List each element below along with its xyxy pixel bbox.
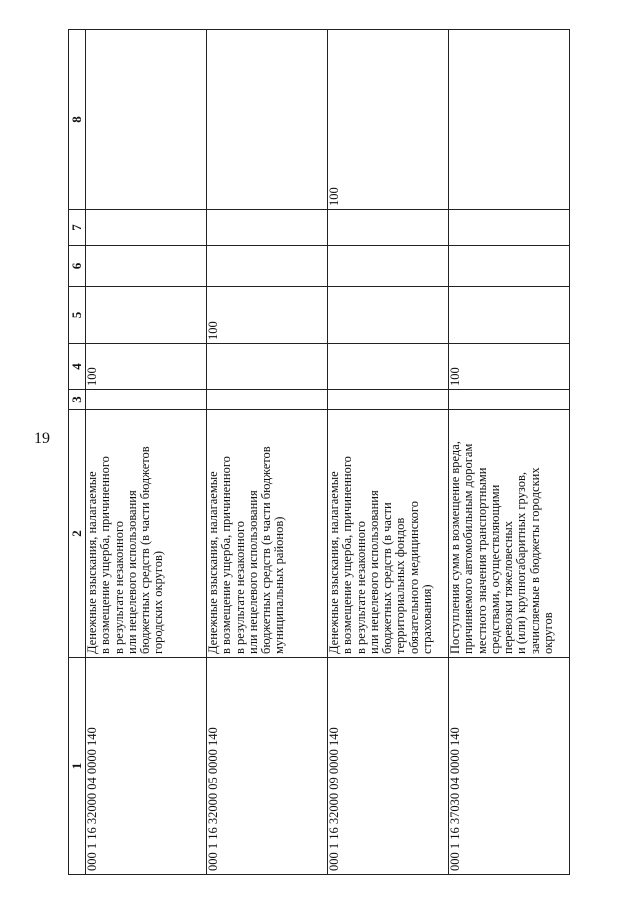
cell-col-6: [328, 246, 449, 287]
cell-col-8: [449, 30, 570, 210]
row-code: 000 1 16 32000 04 0000 140: [86, 658, 207, 875]
description-line: округов: [541, 612, 556, 654]
header-col-8: 8: [69, 30, 86, 210]
description-line: бюджетных средств (в части: [380, 502, 395, 654]
description-line: бюджетных средств (в части бюджетов: [259, 446, 274, 654]
cell-col-6: [207, 246, 328, 287]
budget-table: [68, 29, 570, 875]
row-description: [207, 410, 328, 658]
description-line: в возмещение ущерба, причиненного: [219, 456, 234, 654]
cell-col-5: 100: [207, 287, 328, 344]
description-line: в возмещение ущерба, причиненного: [98, 456, 113, 654]
table-row: [449, 30, 570, 875]
cell-col-6: [86, 246, 207, 287]
cell-col-3: [449, 390, 570, 410]
header-col-2: 2: [69, 410, 86, 658]
cell-col-8: [86, 30, 207, 210]
description-line: или нецелевого использования: [366, 490, 381, 654]
table-row: [328, 30, 449, 875]
header-col-3: 3: [69, 390, 86, 410]
cell-col-5: [449, 287, 570, 344]
cell-col-4: 100: [86, 344, 207, 390]
rotated-table-container: [68, 30, 574, 875]
description-line: муниципальных районов): [272, 516, 287, 654]
header-col-5: 5: [69, 287, 86, 344]
description-line: или нецелевого использования: [245, 490, 260, 654]
cell-col-4: [207, 344, 328, 390]
table-row: [86, 30, 207, 875]
cell-col-4: 100: [449, 344, 570, 390]
cell-col-7: [207, 210, 328, 246]
table-row: [207, 30, 328, 875]
description-line: зачисляемые в бюджеты городских: [527, 467, 542, 654]
header-col-1: 1: [69, 658, 86, 875]
description-line: перевозки тяжеловесных: [501, 520, 516, 654]
page-number: 19: [34, 430, 50, 447]
row-code: 000 1 16 37030 04 0000 140: [449, 658, 570, 875]
description-line: в результате незаконного: [232, 520, 247, 654]
cell-col-7: [86, 210, 207, 246]
cell-col-3: [207, 390, 328, 410]
description-line: территориальных фондов: [393, 517, 408, 654]
row-code: 000 1 16 32000 05 0000 140: [207, 658, 328, 875]
row-code: 000 1 16 32000 09 0000 140: [328, 658, 449, 875]
description-line: в результате незаконного: [111, 520, 126, 654]
header-col-4: 4: [69, 344, 86, 390]
description-line: Денежные взыскания, налагаемые: [206, 471, 220, 654]
description-line: причиняемого автомобильным дорогам: [461, 443, 476, 654]
description-line: городских округов): [151, 550, 166, 654]
cell-col-3: [86, 390, 207, 410]
cell-col-5: [328, 287, 449, 344]
description-line: местного значения транспортными: [474, 467, 489, 654]
cell-col-7: [328, 210, 449, 246]
cell-col-3: [328, 390, 449, 410]
description-line: бюджетных средств (в части бюджетов: [138, 446, 153, 654]
description-line: страхования): [420, 584, 435, 654]
cell-col-5: [86, 287, 207, 344]
table-header-row: [69, 30, 86, 875]
cell-col-4: [328, 344, 449, 390]
description-line: обязательного медицинского: [406, 500, 421, 654]
description-line: и (или) крупногабаритных грузов,: [514, 472, 529, 654]
row-description: [86, 410, 207, 658]
description-line: средствами, осуществляющими: [487, 484, 502, 654]
description-line: Денежные взыскания, налагаемые: [327, 471, 341, 654]
cell-col-8: 100: [328, 30, 449, 210]
row-description: [449, 410, 570, 658]
header-col-7: 7: [69, 210, 86, 246]
row-description: [328, 410, 449, 658]
description-line: Поступления сумм в возмещение вреда,: [448, 441, 462, 654]
description-line: или нецелевого использования: [124, 490, 139, 654]
header-col-6: 6: [69, 246, 86, 287]
description-line: в возмещение ущерба, причиненного: [340, 456, 355, 654]
description-line: в результате незаконного: [353, 520, 368, 654]
cell-col-6: [449, 246, 570, 287]
cell-col-7: [449, 210, 570, 246]
cell-col-8: [207, 30, 328, 210]
description-line: Денежные взыскания, налагаемые: [85, 471, 99, 654]
